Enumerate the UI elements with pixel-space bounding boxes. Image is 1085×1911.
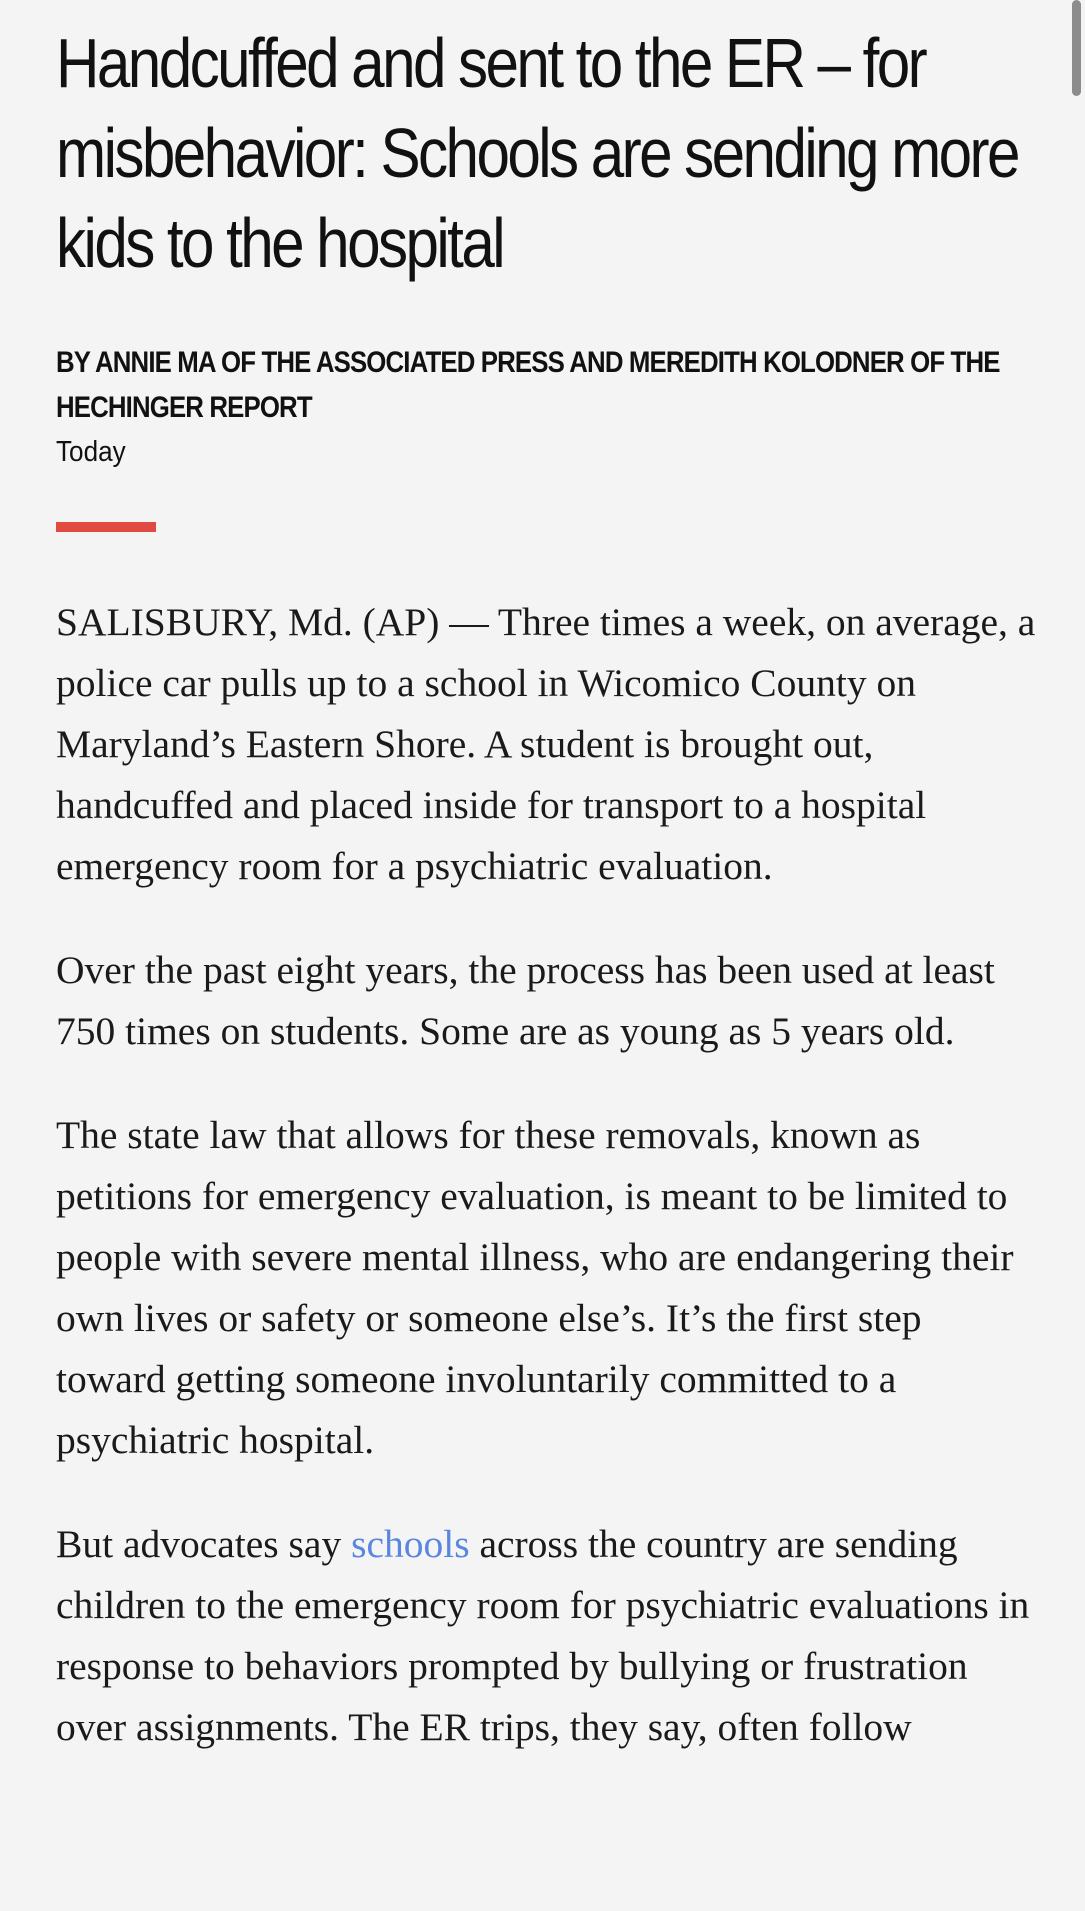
article	[56, 18, 1036, 1801]
article-paragraph: Over the past eight years, the process has been used at least 750 times on students. Some are as young as 5 years old.	[56, 948, 995, 1053]
article-paragraph	[56, 1514, 1036, 1758]
headline: Handcuffed and sent to the ER – for misbehavior: Schools are sending more kids to the hospital	[56, 24, 1018, 282]
article-paragraph: The state law that allows for these removals, known as petitions for emergency evaluation, is meant to be limited to people with severe mental illness, who are endangering their own lives or safety or someone else’s. It’s the first step toward getting someone involuntarily committed to a psychiatric hospital.	[56, 1113, 1014, 1462]
paragraph-text: But advocates say	[56, 1522, 352, 1566]
publish-date: Today	[56, 436, 126, 468]
scrollbar-thumb[interactable]	[1072, 0, 1081, 96]
schools-link[interactable]: schools	[351, 1522, 470, 1566]
article-body	[56, 592, 1036, 1758]
accent-rule	[56, 522, 156, 532]
article-paragraph: SALISBURY, Md. (AP) — Three times a week, on average, a police car pulls up to a school in Wicomico County on Maryland’s Eastern Shore. A student is brought out, handcuffed and placed inside for transport to a hospital emergency room for a psychiatric evaluation.	[56, 600, 1036, 888]
byline: BY ANNIE MA OF THE ASSOCIATED PRESS AND MEREDITH KOLODNER OF THE HECHINGER REPORT	[56, 346, 1000, 424]
paragraph-text: across the country are sending children to the emergency room for psychiatric evaluations in response to behaviors prompted by bullying or frustration over assignments. The ER trips, they say, often follow	[56, 1522, 1030, 1749]
